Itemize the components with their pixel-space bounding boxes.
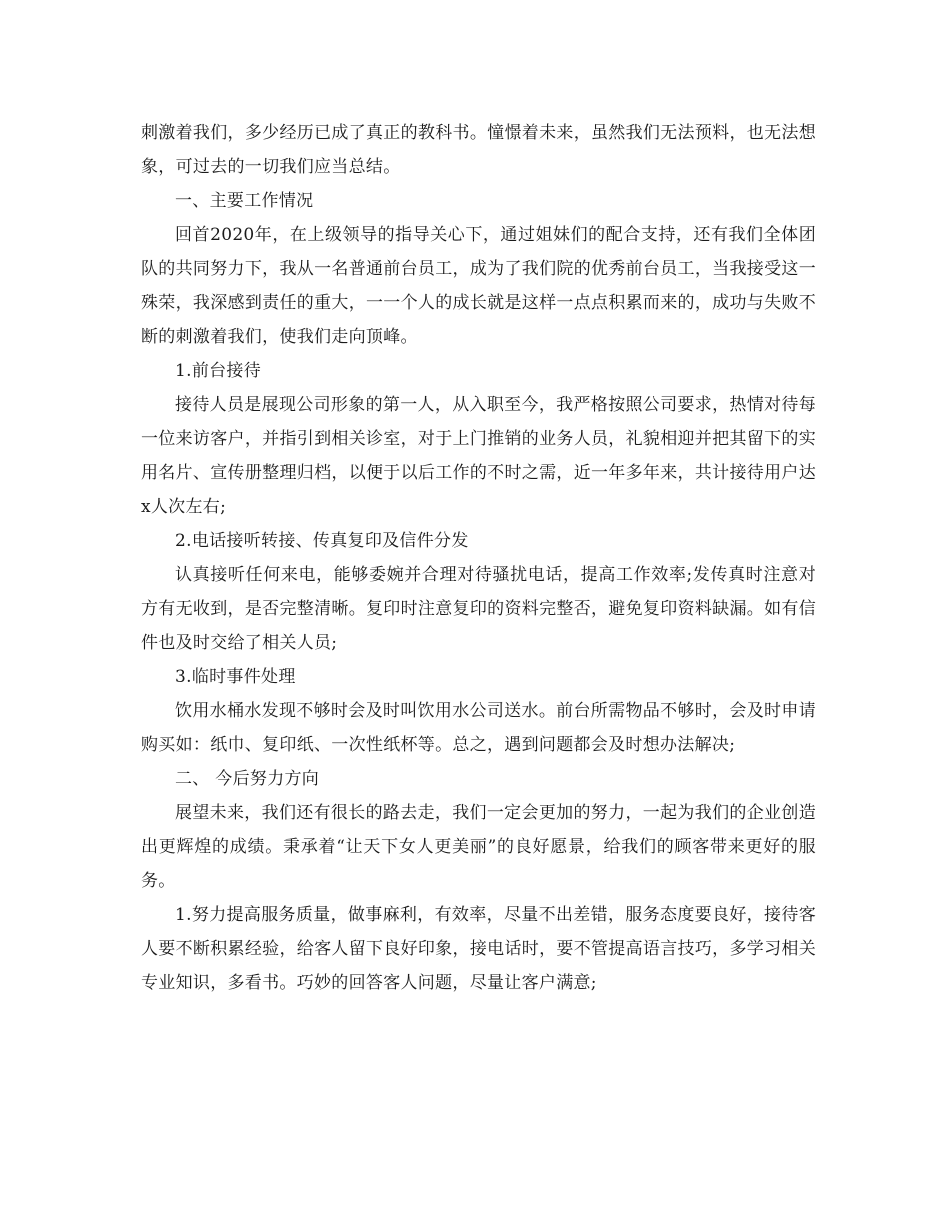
section-heading-main-work: 一、主要工作情况 — [175, 191, 314, 211]
paragraph-continuation: 刺激着我们，多少经历已成了真正的教科书。憧憬着未来，虽然我们无法预料，也无法想象，可过去的一切我们应当总结。 — [141, 123, 816, 177]
subheading-phone-fax-mail: 2.电话接听转接、传真复印及信件分发 — [175, 531, 469, 551]
paragraph-review-2020: 回首2020年，在上级领导的指导关心下，通过姐妹们的配合支持，还有我们全体团队的共同努力下，我从一名普通前台员工，成为了我们院的优秀前台员工，当我接受这一殊荣，我深感到责任的重大，一一个人的成长就是这样一点点积累而来的，成功与失败不断的刺激着我们，使我们走向顶峰。 — [141, 225, 816, 347]
paragraph-improve-service: 1.努力提高服务质量，做事麻利，有效率，尽量不出差错，服务态度要良好，接待客人要不断积累经验，给客人留下良好印象，接电话时，要不管提高语言技巧，多学习相关专业知识，多看书。巧妙的回答客人问题，尽量让客户满意; — [141, 905, 816, 993]
section-heading-future-direction: 二、 今后努力方向 — [175, 769, 320, 789]
subheading-temporary-events: 3.临时事件处理 — [175, 667, 296, 687]
paragraph-temporary-events: 饮用水桶水发现不够时会及时叫饮用水公司送水。前台所需物品不够时，会及时申请购买如：纸巾、复印纸、一次性纸杯等。总之，遇到问题都会及时想办法解决; — [141, 701, 816, 755]
subheading-front-desk-reception: 1.前台接待 — [175, 361, 262, 381]
document-body — [141, 116, 816, 1000]
paragraph-outlook: 展望未来，我们还有很长的路去走，我们一定会更加的努力，一起为我们的企业创造出更辉煌的成绩。秉承着“让天下女人更美丽”的良好愿景，给我们的顾客带来更好的服务。 — [141, 803, 816, 891]
paragraph-phone-fax-mail: 认真接听任何来电，能够委婉并合理对待骚扰电话，提高工作效率;发传真时注意对方有无收到，是否完整清晰。复印时注意复印的资料完整否，避免复印资料缺漏。如有信件也及时交给了相关人员; — [141, 565, 816, 653]
paragraph-reception: 接待人员是展现公司形象的第一人，从入职至今，我严格按照公司要求，热情对待每一位来访客户，并指引到相关诊室，对于上门推销的业务人员，礼貌相迎并把其留下的实用名片、宣传册整理归档，以便于以后工作的不时之需，近一年多年来，共计接待用户达x人次左右; — [141, 395, 816, 517]
